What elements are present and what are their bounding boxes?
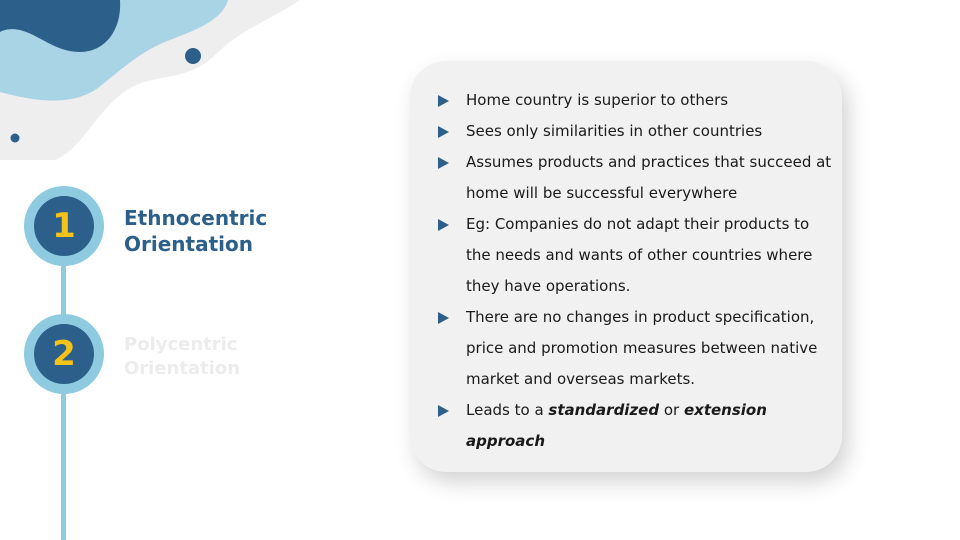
step-1-label-line2: Orientation: [124, 232, 253, 256]
arrow-bullet-icon: [438, 126, 449, 138]
step-1-number: 1: [34, 196, 94, 256]
step-1-circle: [24, 186, 104, 266]
timeline-line: [61, 262, 66, 540]
emphasis-extension-approach: extension approach: [466, 401, 767, 450]
list-item: Eg: Companies do not adapt their products to the needs and wants of other countries where they have operations.: [438, 209, 833, 302]
step-1-label-line1: Ethnocentric: [124, 206, 268, 230]
content-card: [410, 61, 842, 472]
list-item: Home country is superior to others: [438, 85, 833, 116]
step-1-label: [124, 205, 267, 257]
step-2-label: [124, 333, 240, 381]
arrow-bullet-icon: [438, 95, 449, 107]
list-item: Sees only similarities in other countries: [438, 116, 833, 147]
arrow-bullet-icon: [438, 312, 449, 324]
emphasis-standardized: standardized: [548, 401, 660, 419]
arrow-bullet-icon: [438, 405, 449, 417]
step-2-circle: [24, 314, 104, 394]
decorative-blobs: [0, 0, 320, 160]
arrow-bullet-icon: [438, 219, 449, 231]
bullet-list: [438, 85, 833, 457]
step-2-number: 2: [34, 324, 94, 384]
arrow-bullet-icon: [438, 157, 449, 169]
step-2-label-line1: Polycentric: [124, 334, 238, 355]
step-2-label-line2: Orientation: [124, 358, 241, 379]
list-item: Leads to a standardized or extension approach: [438, 395, 833, 457]
list-item: There are no changes in product specification, price and promotion measures between native market and overseas markets.: [438, 302, 833, 395]
list-item: Assumes products and practices that succeed at home will be successful everywhere: [438, 147, 833, 209]
